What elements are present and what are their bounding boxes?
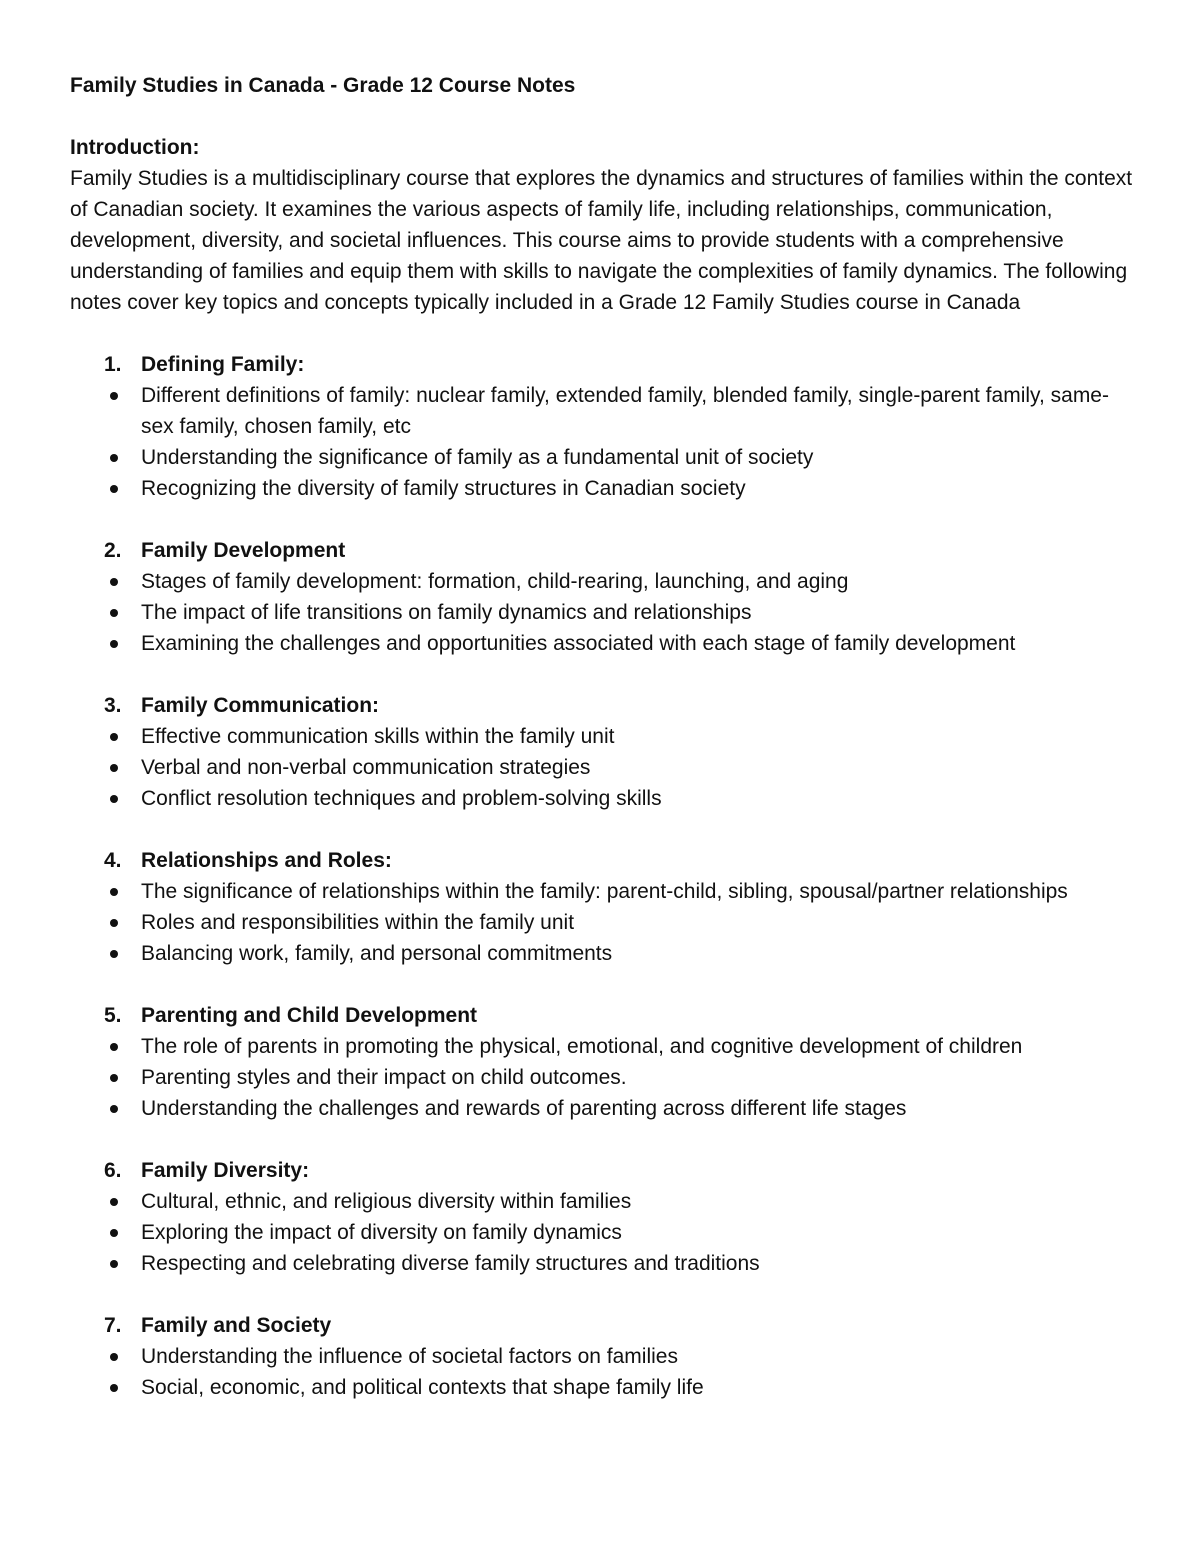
list-item	[70, 1186, 1140, 1217]
list-item-text: Respecting and celebrating diverse family structures and traditions	[141, 1252, 760, 1275]
introduction-paragraph: Family Studies is a multidisciplinary course that explores the dynamics and structures of families within the context of Canadian society. It examines the various aspects of family life, including relationships, communication, development, diversity, and societal influences. This course aims to provide students with a comprehensive understanding of families and equip them with skills to navigate the complexities of family dynamics. The following notes cover key topics and concepts typically included in a Grade 12 Family Studies course in Canada	[70, 167, 1133, 314]
topic-sections	[70, 349, 1140, 1403]
list-item	[70, 1341, 1140, 1372]
bullet-dot-icon	[110, 733, 118, 741]
introduction-heading: Introduction:	[70, 136, 200, 159]
bullet-dot-icon	[110, 1229, 118, 1237]
section-title: Family and Society	[141, 1314, 332, 1337]
list-item-text: Recognizing the diversity of family structures in Canadian society	[141, 477, 746, 500]
list-item-text: The significance of relationships within the family: parent-child, sibling, spousal/partner relationships	[141, 880, 1068, 903]
list-item	[70, 442, 1140, 473]
list-item-text: Cultural, ethnic, and religious diversity within families	[141, 1190, 632, 1213]
list-item-text: Parenting styles and their impact on child outcomes.	[141, 1066, 627, 1089]
list-item-text: The role of parents in promoting the physical, emotional, and cognitive development of children	[141, 1035, 1023, 1058]
section-number: 1.	[104, 353, 122, 376]
list-item-text: Examining the challenges and opportunities associated with each stage of family development	[141, 632, 1016, 655]
list-item-text: Social, economic, and political contexts that shape family life	[141, 1376, 704, 1399]
bullet-dot-icon	[110, 919, 118, 927]
list-item	[70, 938, 1140, 969]
topic-section	[70, 349, 1140, 504]
section-title: Family Diversity:	[141, 1159, 310, 1182]
bullet-dot-icon	[110, 1105, 118, 1113]
bullet-dot-icon	[110, 795, 118, 803]
bullet-dot-icon	[110, 764, 118, 772]
list-item	[70, 628, 1140, 659]
list-item-text: Roles and responsibilities within the family unit	[141, 911, 575, 934]
document-title: Family Studies in Canada - Grade 12 Course Notes	[70, 74, 576, 97]
bullet-dot-icon	[110, 1260, 118, 1268]
list-item-text: Different definitions of family: nuclear family, extended family, blended family, single-parent family, same-sex family, chosen family, etc	[141, 384, 1109, 438]
bullet-list	[70, 876, 1140, 969]
section-title: Family Communication:	[141, 694, 380, 717]
section-title: Parenting and Child Development	[141, 1004, 478, 1027]
section-number: 4.	[104, 849, 122, 872]
list-item-text: Understanding the significance of family as a fundamental unit of society	[141, 446, 814, 469]
list-item-text: Verbal and non-verbal communication strategies	[141, 756, 591, 779]
bullet-list	[70, 1186, 1140, 1279]
bullet-dot-icon	[110, 640, 118, 648]
bullet-dot-icon	[110, 1353, 118, 1361]
list-item	[70, 876, 1140, 907]
section-title: Family Development	[141, 539, 346, 562]
bullet-list	[70, 380, 1140, 504]
list-item	[70, 721, 1140, 752]
list-item-text: Conflict resolution techniques and problem-solving skills	[141, 787, 662, 810]
section-number: 6.	[104, 1159, 122, 1182]
list-item	[70, 1217, 1140, 1248]
topic-section	[70, 1310, 1140, 1403]
list-item	[70, 1372, 1140, 1403]
topic-section	[70, 535, 1140, 659]
bullet-dot-icon	[110, 392, 118, 400]
section-title: Defining Family:	[141, 353, 305, 376]
bullet-dot-icon	[110, 950, 118, 958]
section-heading	[70, 535, 1140, 566]
section-title: Relationships and Roles:	[141, 849, 392, 872]
list-item	[70, 473, 1140, 504]
section-heading	[70, 1310, 1140, 1341]
section-number: 3.	[104, 694, 122, 717]
list-item-text: Effective communication skills within the family unit	[141, 725, 615, 748]
bullet-dot-icon	[110, 1074, 118, 1082]
list-item	[70, 380, 1140, 442]
topic-section	[70, 1155, 1140, 1279]
section-heading	[70, 690, 1140, 721]
bullet-list	[70, 1031, 1140, 1124]
section-heading	[70, 349, 1140, 380]
bullet-dot-icon	[110, 1198, 118, 1206]
list-item	[70, 566, 1140, 597]
list-item	[70, 783, 1140, 814]
bullet-dot-icon	[110, 485, 118, 493]
bullet-list	[70, 566, 1140, 659]
topic-section	[70, 845, 1140, 969]
section-number: 5.	[104, 1004, 122, 1027]
list-item	[70, 752, 1140, 783]
list-item	[70, 1031, 1140, 1062]
list-item-text: Balancing work, family, and personal commitments	[141, 942, 613, 965]
topic-section	[70, 1000, 1140, 1124]
bullet-list	[70, 721, 1140, 814]
list-item-text: Understanding the influence of societal factors on families	[141, 1345, 678, 1368]
list-item	[70, 1062, 1140, 1093]
section-number: 2.	[104, 539, 122, 562]
list-item	[70, 1093, 1140, 1124]
bullet-list	[70, 1341, 1140, 1403]
list-item-text: Understanding the challenges and rewards of parenting across different life stages	[141, 1097, 907, 1120]
document-page	[70, 70, 1140, 1403]
section-heading	[70, 845, 1140, 876]
bullet-dot-icon	[110, 454, 118, 462]
list-item-text: Stages of family development: formation, child-rearing, launching, and aging	[141, 570, 849, 593]
section-heading	[70, 1000, 1140, 1031]
list-item	[70, 1248, 1140, 1279]
bullet-dot-icon	[110, 888, 118, 896]
bullet-dot-icon	[110, 578, 118, 586]
bullet-dot-icon	[110, 609, 118, 617]
bullet-dot-icon	[110, 1384, 118, 1392]
topic-section	[70, 690, 1140, 814]
bullet-dot-icon	[110, 1043, 118, 1051]
section-number: 7.	[104, 1314, 122, 1337]
list-item	[70, 907, 1140, 938]
list-item	[70, 597, 1140, 628]
list-item-text: Exploring the impact of diversity on family dynamics	[141, 1221, 622, 1244]
section-heading	[70, 1155, 1140, 1186]
list-item-text: The impact of life transitions on family dynamics and relationships	[141, 601, 752, 624]
